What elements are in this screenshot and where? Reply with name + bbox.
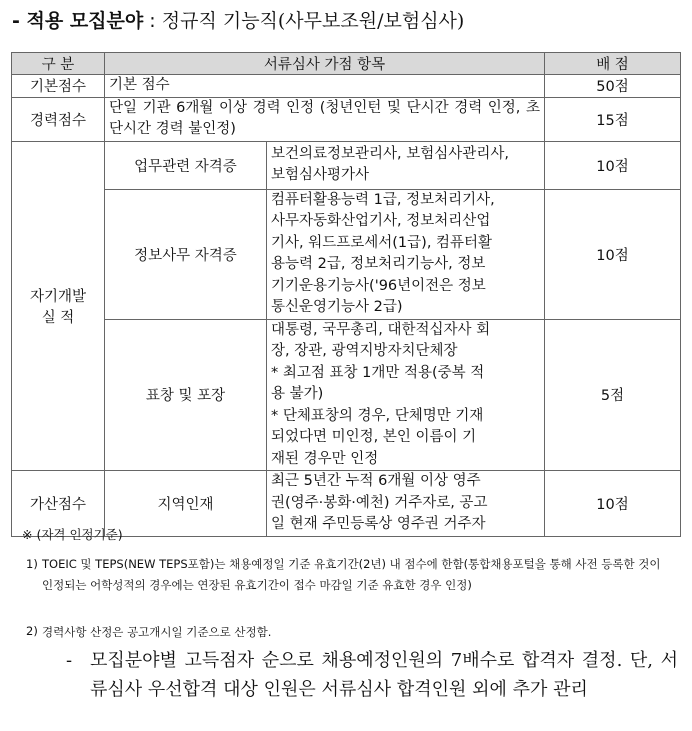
item-line: 재된 경우만 인정	[271, 450, 379, 467]
heading-field: 정규직 기능직(사무보조원/보험심사)	[161, 10, 465, 32]
self-dev-category-line1: 자기개발	[29, 288, 87, 305]
final-dash: -	[66, 650, 73, 671]
final-notice	[66, 646, 678, 704]
item-line: 용 불가)	[271, 386, 324, 402]
item-line: 통신운영기능사 2급)	[271, 299, 403, 315]
table-row	[12, 97, 681, 141]
row-score: 10점	[545, 471, 681, 537]
row-score: 5점	[545, 319, 681, 471]
subcategory: 표창 및 포장	[105, 319, 267, 471]
self-dev-category-line2: 실 적	[41, 309, 75, 326]
table-row	[12, 189, 681, 319]
item-line: 보험심사평가사	[271, 167, 370, 183]
final-text: 모집분야별 고득점자 순으로 채용예정인원의 7배수로 합격자 결정. 단, 서류심사 우선합격 대상 인원은 서류심사 합격인원 외에 추가 관리	[90, 650, 678, 700]
row-items	[267, 189, 545, 319]
item-line: 권(영주·봉화·예천) 거주자로, 공고	[271, 494, 488, 511]
note-2-number: 2)	[26, 624, 38, 638]
note-2-text: 경력사항 산정은 공고개시일 기준으로 산정함.	[42, 625, 272, 639]
subcategory: 업무관련 자격증	[105, 141, 267, 189]
note-1-number: 1)	[26, 557, 38, 571]
row-score: 10점	[545, 189, 681, 319]
header-score: 배 점	[545, 53, 681, 75]
criteria-title: ※ (자격 인정기준)	[22, 527, 123, 542]
item-line: * 단체표창의 경우, 단체명만 기재	[271, 407, 484, 424]
row-score: 10점	[545, 141, 681, 189]
item-line: 기사, 워드프로세서(1급), 컴퓨터활	[271, 234, 493, 251]
heading-separator: :	[143, 10, 162, 32]
subcategory: 지역인재	[105, 471, 267, 537]
row-items	[267, 471, 545, 537]
row-category: 기본점수	[12, 75, 105, 98]
item-line: 컴퓨터활용능력 1급, 정보처리기사,	[271, 191, 495, 208]
row-category: 경력점수	[12, 97, 105, 141]
item-line: 기기운용기능사('96년이전은 정보	[271, 277, 486, 294]
self-dev-category	[12, 141, 105, 471]
table-header-row	[12, 53, 681, 75]
item-line: * 최고점 표창 1개만 적용(중복 적	[271, 364, 485, 381]
document-screening-score-table	[11, 52, 681, 537]
item-line: 대통령, 국무총리, 대한적십자사 회	[271, 321, 491, 338]
header-category: 구 분	[12, 53, 105, 75]
section-heading	[12, 6, 464, 33]
table-row	[12, 319, 681, 471]
note-2	[26, 624, 272, 640]
item-line: 사무자동화산업기사, 정보처리산업	[271, 213, 491, 229]
item-line: 일 현재 주민등록상 영주권 거주자	[271, 516, 486, 532]
heading-label: - 적용 모집분야	[12, 10, 144, 32]
item-line: 보건의료정보관리사, 보험심사관리사,	[271, 145, 509, 162]
note-1	[26, 554, 674, 596]
item-line: 용능력 2급, 정보처리기능사, 정보	[271, 256, 486, 272]
row-score: 50점	[545, 75, 681, 98]
note-1-text: TOEIC 및 TEPS(NEW TEPS포함)는 채용예정일 기준 유효기간(2년) 내 점수에 한함(통합채용포털을 통해 사전 등록한 것이 인정되는 어학성적의 경우에는 연장된 유효기간이 접수 마감일 기준 유효한 경우 인정)	[42, 557, 661, 592]
table-row	[12, 141, 681, 189]
row-category: 가산점수	[12, 471, 105, 537]
item-line: 장, 장관, 광역지방자치단체장	[271, 343, 458, 359]
row-items: 단일 기관 6개월 이상 경력 인정 (청년인턴 및 단시간 경력 인정, 초단시간 경력 불인정)	[105, 97, 545, 141]
item-line: 되었다면 미인정, 본인 이름이 기	[271, 429, 477, 445]
subcategory: 정보사무 자격증	[105, 189, 267, 319]
row-items	[267, 319, 545, 471]
header-items: 서류심사 가점 항목	[105, 53, 545, 75]
row-items	[267, 141, 545, 189]
row-score: 15점	[545, 97, 681, 141]
row-items: 기본 점수	[105, 75, 545, 98]
table-row	[12, 75, 681, 98]
item-line: 최근 5년간 누적 6개월 이상 영주	[271, 473, 481, 489]
